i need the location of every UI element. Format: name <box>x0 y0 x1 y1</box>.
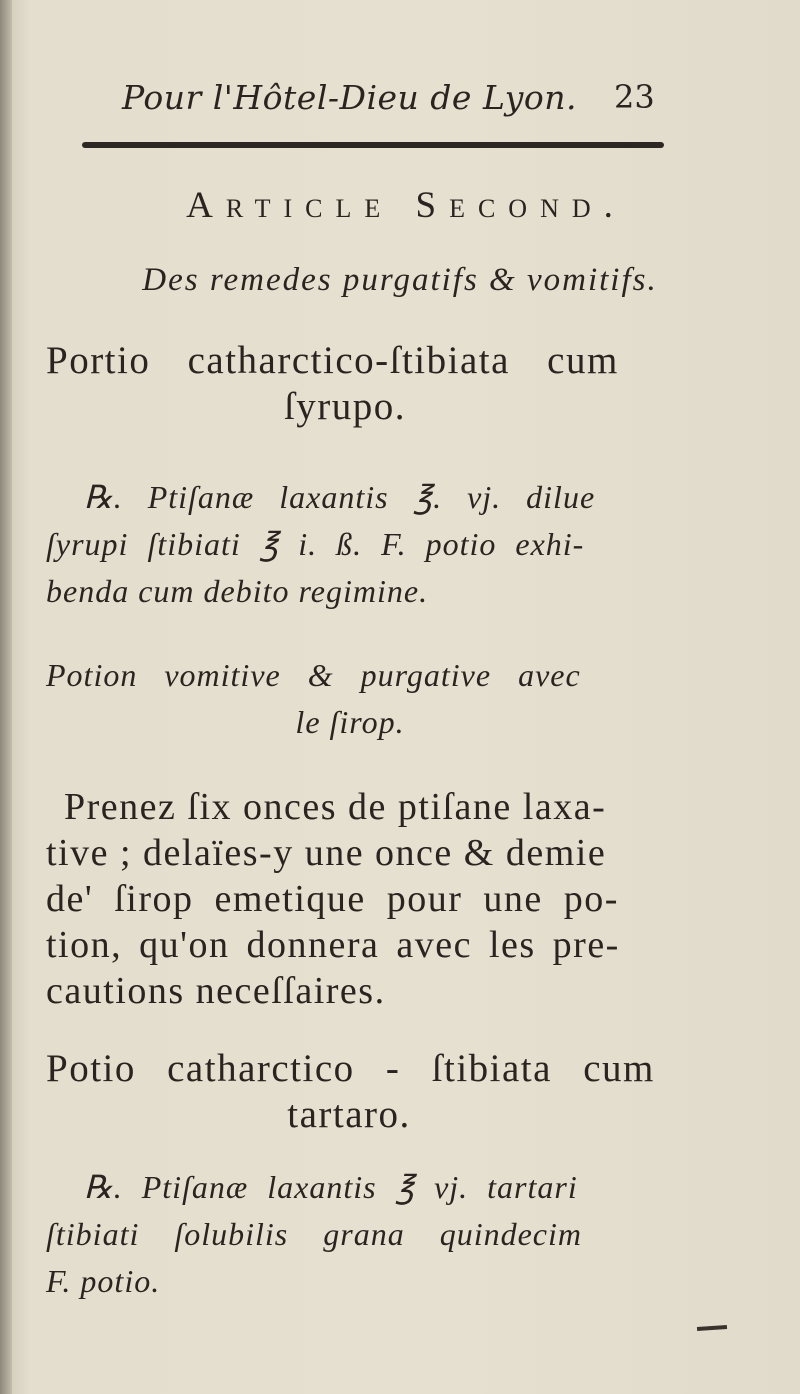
section1-recipe-line3: benda cum debito regimine. <box>46 573 429 609</box>
header-rule <box>82 142 664 148</box>
section2-text-line3: de' ſirop emetique pour une po- <box>46 878 619 920</box>
section1-heading-line2: ſyrupo. <box>283 385 407 428</box>
section1-recipe-line2: ſyrupi ſtibiati ℥ i. ß. F. potio exhi- <box>46 526 585 562</box>
section2-heading-line1: Potion vomitive & purgative avec <box>46 657 581 693</box>
section2-body <box>46 784 668 1014</box>
section2-heading-line2: le ſirop. <box>295 704 405 740</box>
section3-recipe-line2: ſtibiati ſolubilis grana quindecim <box>46 1216 582 1252</box>
running-head: Pour l'Hôtel-Dieu de Lyon. <box>122 78 578 117</box>
ink-mark <box>697 1325 727 1331</box>
article-title: Article Second. <box>186 185 626 226</box>
section3-heading-line1: Potio catharctico - ſtibiata cum <box>46 1047 655 1090</box>
section1-recipe-line1: ℞. Ptiſanæ laxantis ℥. vj. dilue <box>84 479 596 515</box>
page-number: 23 <box>614 78 655 116</box>
page-header <box>0 72 800 122</box>
section2-text-line2: tive ; delaïes-y une once & demie <box>46 832 607 874</box>
section1-heading <box>46 338 664 430</box>
section3-heading-line2: tartaro. <box>287 1093 411 1136</box>
section2-text-line4: tion, qu'on donnera avec les pre- <box>46 924 620 966</box>
section1-recipe <box>46 474 666 615</box>
section2-heading <box>46 652 662 746</box>
section2-text-line5: cautions neceſſaires. <box>46 970 386 1012</box>
section2-text-line1: Prenez ſix onces de ptiſane laxa- <box>64 786 607 828</box>
section1-heading-line1: Portio catharctico-ſtibiata cum <box>46 339 619 382</box>
section3-recipe-line3: F. potio. <box>46 1263 161 1299</box>
section3-recipe <box>46 1164 666 1305</box>
article-subtitle: Des remedes purgatifs & vomitifs. <box>142 262 658 298</box>
section3-heading <box>46 1046 664 1138</box>
section3-recipe-line1: ℞. Ptiſanæ laxantis ℥ vj. tartari <box>84 1169 578 1205</box>
